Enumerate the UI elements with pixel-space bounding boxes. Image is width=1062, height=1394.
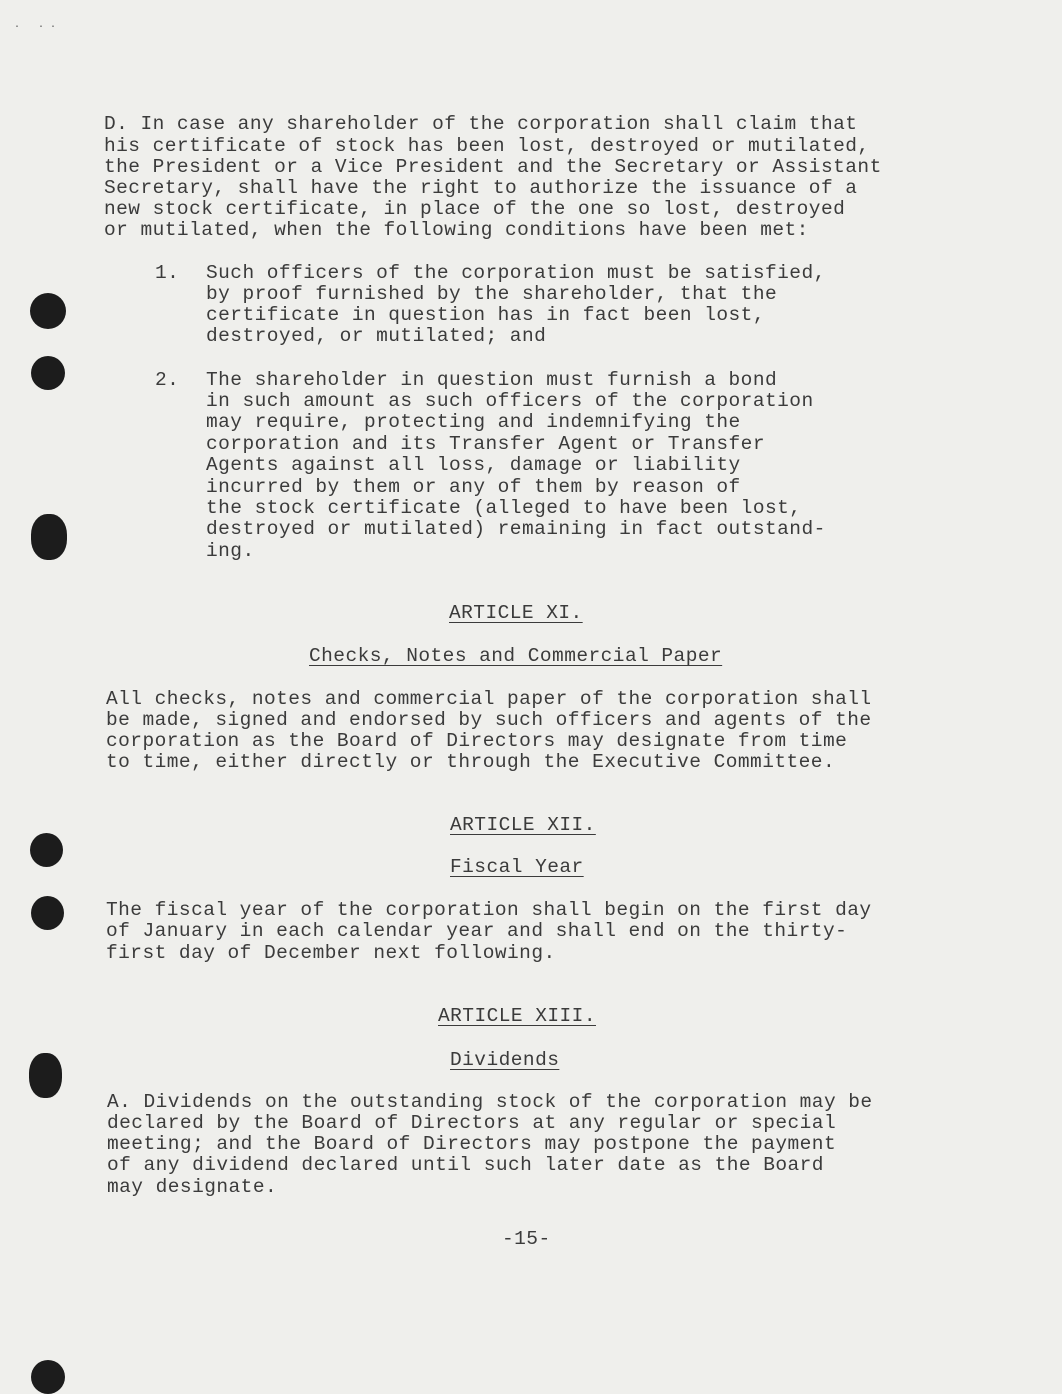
article-12-line: first day of December next following. [106,942,556,964]
item-2-line: the stock certificate (alleged to have been lost, [206,497,802,519]
article-11-line: to time, either directly or through the Executive Committee. [106,751,836,773]
article-13-heading: ARTICLE XIII. [438,1005,596,1027]
article-12-heading: ARTICLE XII. [450,814,596,836]
item-1-line: destroyed, or mutilated; and [206,325,547,347]
item-1-line: certificate in question has in fact been lost, [206,304,765,326]
paragraph-d-line: or mutilated, when the following conditions have been met: [104,219,809,241]
paragraph-d-line: the President or a Vice President and the Secretary or Assistant [104,156,882,178]
item-2-line: Agents against all loss, damage or liability [206,454,741,476]
paper-specks: · · · [14,22,57,33]
paragraph-d-line: D. In case any shareholder of the corporation shall claim that [104,113,858,135]
article-13-line: meeting; and the Board of Directors may postpone the payment [107,1133,837,1155]
article-11-line: All checks, notes and commercial paper of the corporation shall [106,688,872,710]
article-12-subheading: Fiscal Year [450,856,584,878]
paragraph-d-line: his certificate of stock has been lost, destroyed or mutilated, [104,135,870,157]
item-2-number: 2. [155,369,180,391]
item-2-line: may require, protecting and indemnifying the [206,411,741,433]
punch-hole [30,833,63,867]
punch-hole [31,896,64,930]
article-11-line: be made, signed and endorsed by such officers and agents of the [106,709,872,731]
paragraph-d-line: new stock certificate, in place of the one so lost, destroyed [104,198,846,220]
article-13-line: of any dividend declared until such later date as the Board [107,1154,824,1176]
item-1-line: Such officers of the corporation must be satisfied, [206,262,826,284]
article-13-line: A. Dividends on the outstanding stock of the corporation may be [107,1091,873,1113]
article-13-line: may designate. [107,1176,278,1198]
article-11-line: corporation as the Board of Directors may designate from time [106,730,848,752]
item-2-line: incurred by them or any of them by reason of [206,476,741,498]
item-2-line: corporation and its Transfer Agent or Transfer [206,433,765,455]
item-2-line: The shareholder in question must furnish a bond [206,369,778,391]
page-number: -15- [502,1228,551,1250]
article-11-heading: ARTICLE XI. [449,602,583,624]
punch-hole [31,1360,65,1394]
item-2-line: ing. [206,540,255,562]
article-12-line: The fiscal year of the corporation shall begin on the first day [106,899,872,921]
article-13-line: declared by the Board of Directors at any regular or special [107,1112,837,1134]
article-11-subheading: Checks, Notes and Commercial Paper [309,645,723,667]
punch-hole [29,1053,62,1098]
punch-hole [30,293,66,329]
punch-hole [31,514,67,560]
article-13-subheading: Dividends [450,1049,560,1071]
article-12-line: of January in each calendar year and shall end on the thirty- [106,920,848,942]
paragraph-d-line: Secretary, shall have the right to authorize the issuance of a [104,177,858,199]
punch-hole [31,356,65,390]
item-2-line: destroyed or mutilated) remaining in fact outstand- [206,518,826,540]
item-1-line: by proof furnished by the shareholder, that the [206,283,778,305]
item-1-number: 1. [155,262,180,284]
item-2-line: in such amount as such officers of the corporation [206,390,814,412]
